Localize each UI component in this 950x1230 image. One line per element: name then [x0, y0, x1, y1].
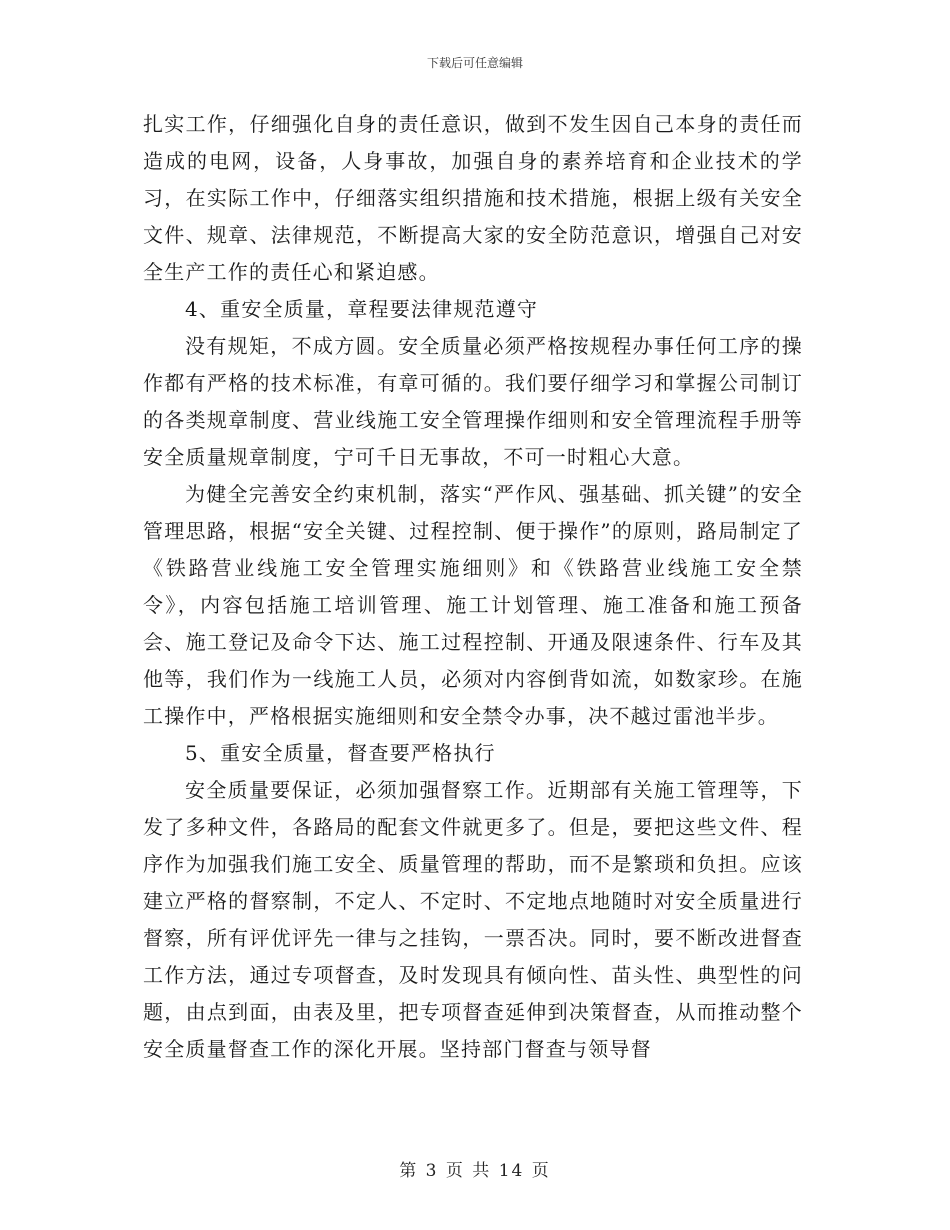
document-body: [143, 106, 803, 1068]
section-heading-4: 4、重安全质量，章程要法律规范遵守: [185, 297, 539, 321]
page-number-footer: 第 3 页 共 14 页: [399, 1161, 551, 1181]
page-header-note: 下载后可任意编辑: [426, 56, 523, 70]
paragraph-supervision: 安全质量要保证，必须加强督察工作。近期部有关施工管理等，下发了多种文件，各路局的配套文件就更多了。但是，要把这些文件、程序作为加强我们施工安全、质量管理的帮助，而不是繁琐和负担。应该建立严格的督察制，不定人、不定时、不定地点地随时对安全质量进行督察，所有评优评先一律与之挂钩，一票否决。同时，要不断改进督查工作方法，通过专项督查，及时发现具有倾向性、苗头性、典型性的问题，由点到面，由表及里，把专项督查延伸到决策督查，从而推动整个安全质量督查工作的深化开展。坚持部门督查与领导督: [143, 778, 803, 1061]
paragraph-rules: 没有规矩，不成方圆。安全质量必须严格按规程办事任何工序的操作都有严格的技术标准，有章可循的。我们要仔细学习和掌握公司制订的各类规章制度、营业线施工安全管理操作细则和安全管理流程手册等安全质量规章制度，宁可千日无事故，不可一时粗心大意。: [143, 334, 803, 469]
section-heading-5: 5、重安全质量，督查要严格执行: [185, 741, 496, 765]
paragraph-continuation: 扎实工作，仔细强化自身的责任意识，做到不发生因自己本身的责任而造成的电网，设备，人身事故，加强自身的素养培育和企业技术的学习，在实际工作中，仔细落实组织措施和技术措施，根据上级有关安全文件、规章、法律规范，不断提高大家的安全防范意识，增强自己对安全生产工作的责任心和紧迫感。: [143, 112, 803, 284]
paragraph-constraint-mechanism: 为健全完善安全约束机制，落实“严作风、强基础、抓关键”的安全管理思路，根据“安全关键、过程控制、便于操作”的原则，路局制定了《铁路营业线施工安全管理实施细则》和《铁路营业线施工安全禁令》，内容包括施工培训管理、施工计划管理、施工准备和施工预备会、施工登记及命令下达、施工过程控制、开通及限速条件、行车及其他等，我们作为一线施工人员，必须对内容倒背如流，如数家珍。在施工操作中，严格根据实施细则和安全禁令办事，决不越过雷池半步。: [143, 482, 803, 728]
